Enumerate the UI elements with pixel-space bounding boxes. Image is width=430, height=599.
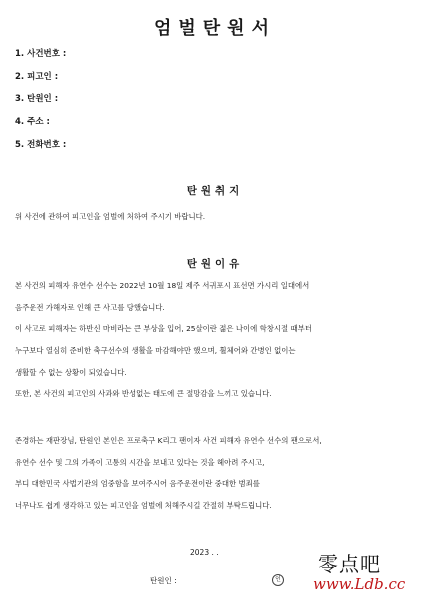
signature-label: 탄원인 :	[150, 576, 177, 585]
phone-field: 5. 전화번호 :	[15, 139, 67, 150]
purpose-text	[15, 211, 415, 233]
reason-line: 또한, 본 사건의 피고인의 사과와 반성없는 태도에 큰 절망감을 느끼고 있습니다.	[15, 389, 272, 399]
defendant-field: 2. 피고인 :	[15, 71, 59, 82]
purpose-line: 위 사건에 관하여 피고인을 엄벌에 처하여 주시기 바랍니다.	[15, 212, 206, 221]
document-title: 엄벌탄원서	[154, 18, 276, 39]
reason-line: 존경하는 재판장님, 탄원인 본인은 프로축구 K리그 팬이자 사건 피해자 유연수 선수의 팬으로서,	[15, 436, 322, 445]
reason-line: 누구보다 열심히 준비한 축구선수의 생활을 마감해야만 했으며, 휠체어와 간병인 없이는	[15, 346, 296, 356]
date-line: 2023 . .	[190, 548, 219, 557]
watermark-url: www.Ldb.cc	[313, 575, 406, 593]
reason-line: 생활할 수 없는 상황이 되었습니다.	[15, 367, 127, 377]
purpose-heading: 탄원취지	[186, 185, 244, 197]
reason-line: 부디 대한민국 사법기관의 엄중함을 보여주시어 음주운전이란 중대한 범죄를	[15, 479, 260, 489]
reason-paragraph-2	[15, 435, 415, 522]
reason-line: 너무나도 쉽게 생각하고 있는 피고인을 엄벌에 처해주시길 간절히 부탁드립니다.	[15, 501, 272, 511]
petitioner-field: 3. 탄원인 :	[15, 94, 59, 105]
watermark-text: 零点吧	[318, 552, 381, 576]
reason-line: 본 사건의 피해자 유연수 선수는 2022년 10월 18일 제주 서귀포시 표선면 가시리 일대에서	[15, 281, 310, 290]
reason-heading: 탄원이유	[186, 258, 244, 270]
reason-paragraph-1	[15, 280, 415, 410]
address-field: 4. 주소 :	[15, 117, 50, 128]
reason-line: 음주운전 가해자로 인해 큰 사고를 당했습니다.	[15, 302, 165, 312]
reason-line: 유연수 선수 및 그의 가족이 고통의 시간을 보내고 있다는 것을 헤아려 주시고,	[15, 457, 265, 467]
reason-line: 이 사고로 피해자는 하반신 마비라는 큰 부상을 입어, 25살이란 젊은 나이에 학창시절 때부터	[15, 324, 312, 334]
case-number-field: 1. 사건번호 :	[15, 49, 67, 59]
seal-stamp: 인	[272, 574, 284, 586]
petitioner-info-fields	[15, 48, 66, 161]
